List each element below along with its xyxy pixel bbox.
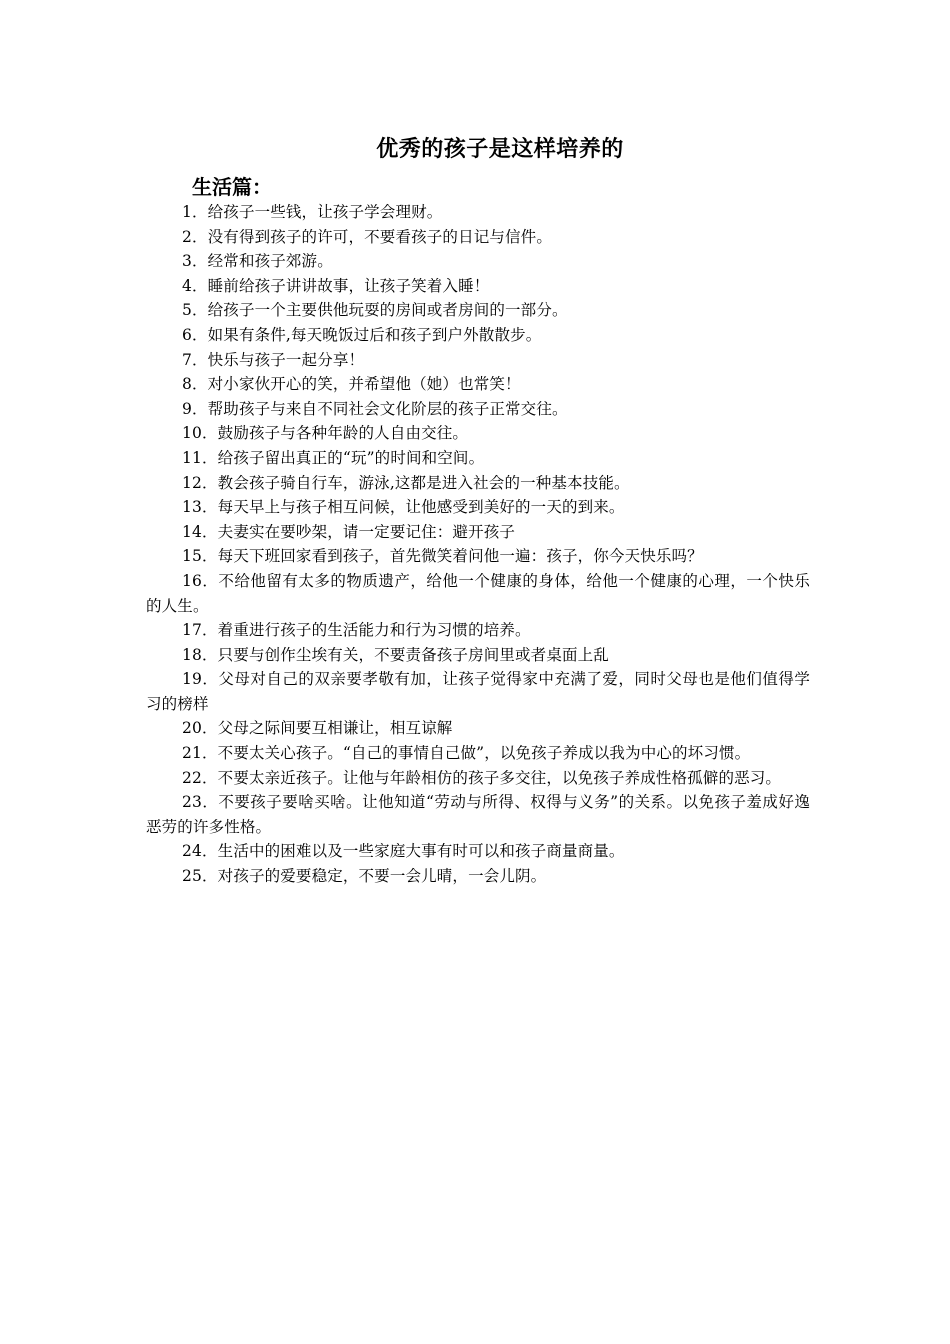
list-item: 9．帮助孩子与来自不同社会文化阶层的孩子正常交往。 [182, 399, 568, 418]
list-item: 15．每天下班回家看到孩子，首先微笑着问他一遍：孩子，你今天快乐吗？ [182, 547, 703, 566]
list-item: 19．父母对自己的双亲要孝敬有加，让孩子觉得家中充满了爱，同时父母也是他们值得学习的榜样 [146, 670, 810, 713]
list-item: 25．对孩子的爱要稳定，不要一会儿晴，一会儿阴。 [182, 867, 547, 886]
list-item: 21．不要太关心孩子。“自己的事情自己做”，以免孩子养成以我为中心的坏习惯。 [182, 744, 751, 763]
list-item: 6．如果有条件,每天晚饭过后和孩子到户外散散步。 [182, 325, 542, 344]
list-item: 13．每天早上与孩子相互问候，让他感受到美好的一天的到来。 [182, 498, 625, 517]
list-item: 5．给孩子一个主要供他玩耍的房间或者房间的一部分。 [182, 301, 568, 320]
list-item: 8．对小家伙开心的笑，并希望他（她）也常笑！ [182, 375, 521, 394]
list-item: 14．夫妻实在要吵架，请一定要记住：避开孩子 [182, 522, 516, 541]
list-item: 22．不要太亲近孩子。让他与年龄相仿的孩子多交往，以免孩子养成性格孤僻的恶习。 [182, 768, 782, 787]
list-item: 10．鼓励孩子与各种年龄的人自由交往。 [182, 424, 469, 443]
list-item: 12．教会孩子骑自行车，游泳,这都是进入社会的一种基本技能。 [182, 473, 630, 492]
list-item: 23．不要孩子要啥买啥。让他知道“劳动与所得、权得与义务”的关系。以免孩子羞成好逸恶劳的许多性格。 [146, 793, 810, 836]
document-title: 优秀的孩子是这样培养的 [376, 137, 624, 162]
list-item: 11．给孩子留出真正的“玩”的时间和空间。 [182, 448, 485, 467]
list-item: 18．只要与创作尘埃有关，不要责备孩子房间里或者桌面上乱 [182, 645, 609, 664]
list-item: 2．没有得到孩子的许可，不要看孩子的日记与信件。 [182, 227, 552, 246]
list-item: 4．睡前给孩子讲讲故事，让孩子笑着入睡！ [182, 276, 490, 295]
list-item: 24．生活中的困难以及一些家庭大事有时可以和孩子商量商量。 [182, 842, 625, 861]
list-item: 7．快乐与孩子一起分享！ [182, 350, 365, 369]
list-item: 20．父母之际间要互相谦让，相互谅解 [182, 719, 453, 738]
list-item: 17．着重进行孩子的生活能力和行为习惯的培养。 [182, 621, 531, 640]
list-item: 3．经常和孩子郊游。 [182, 252, 333, 271]
list-item: 16．不给他留有太多的物质遗产，给他一个健康的身体，给他一个健康的心理，一个快乐的人生。 [146, 571, 810, 615]
list-item: 1．给孩子一些钱，让孩子学会理财。 [182, 203, 443, 221]
section-heading: 生活篇： [192, 175, 272, 199]
advice-list [146, 200, 810, 889]
